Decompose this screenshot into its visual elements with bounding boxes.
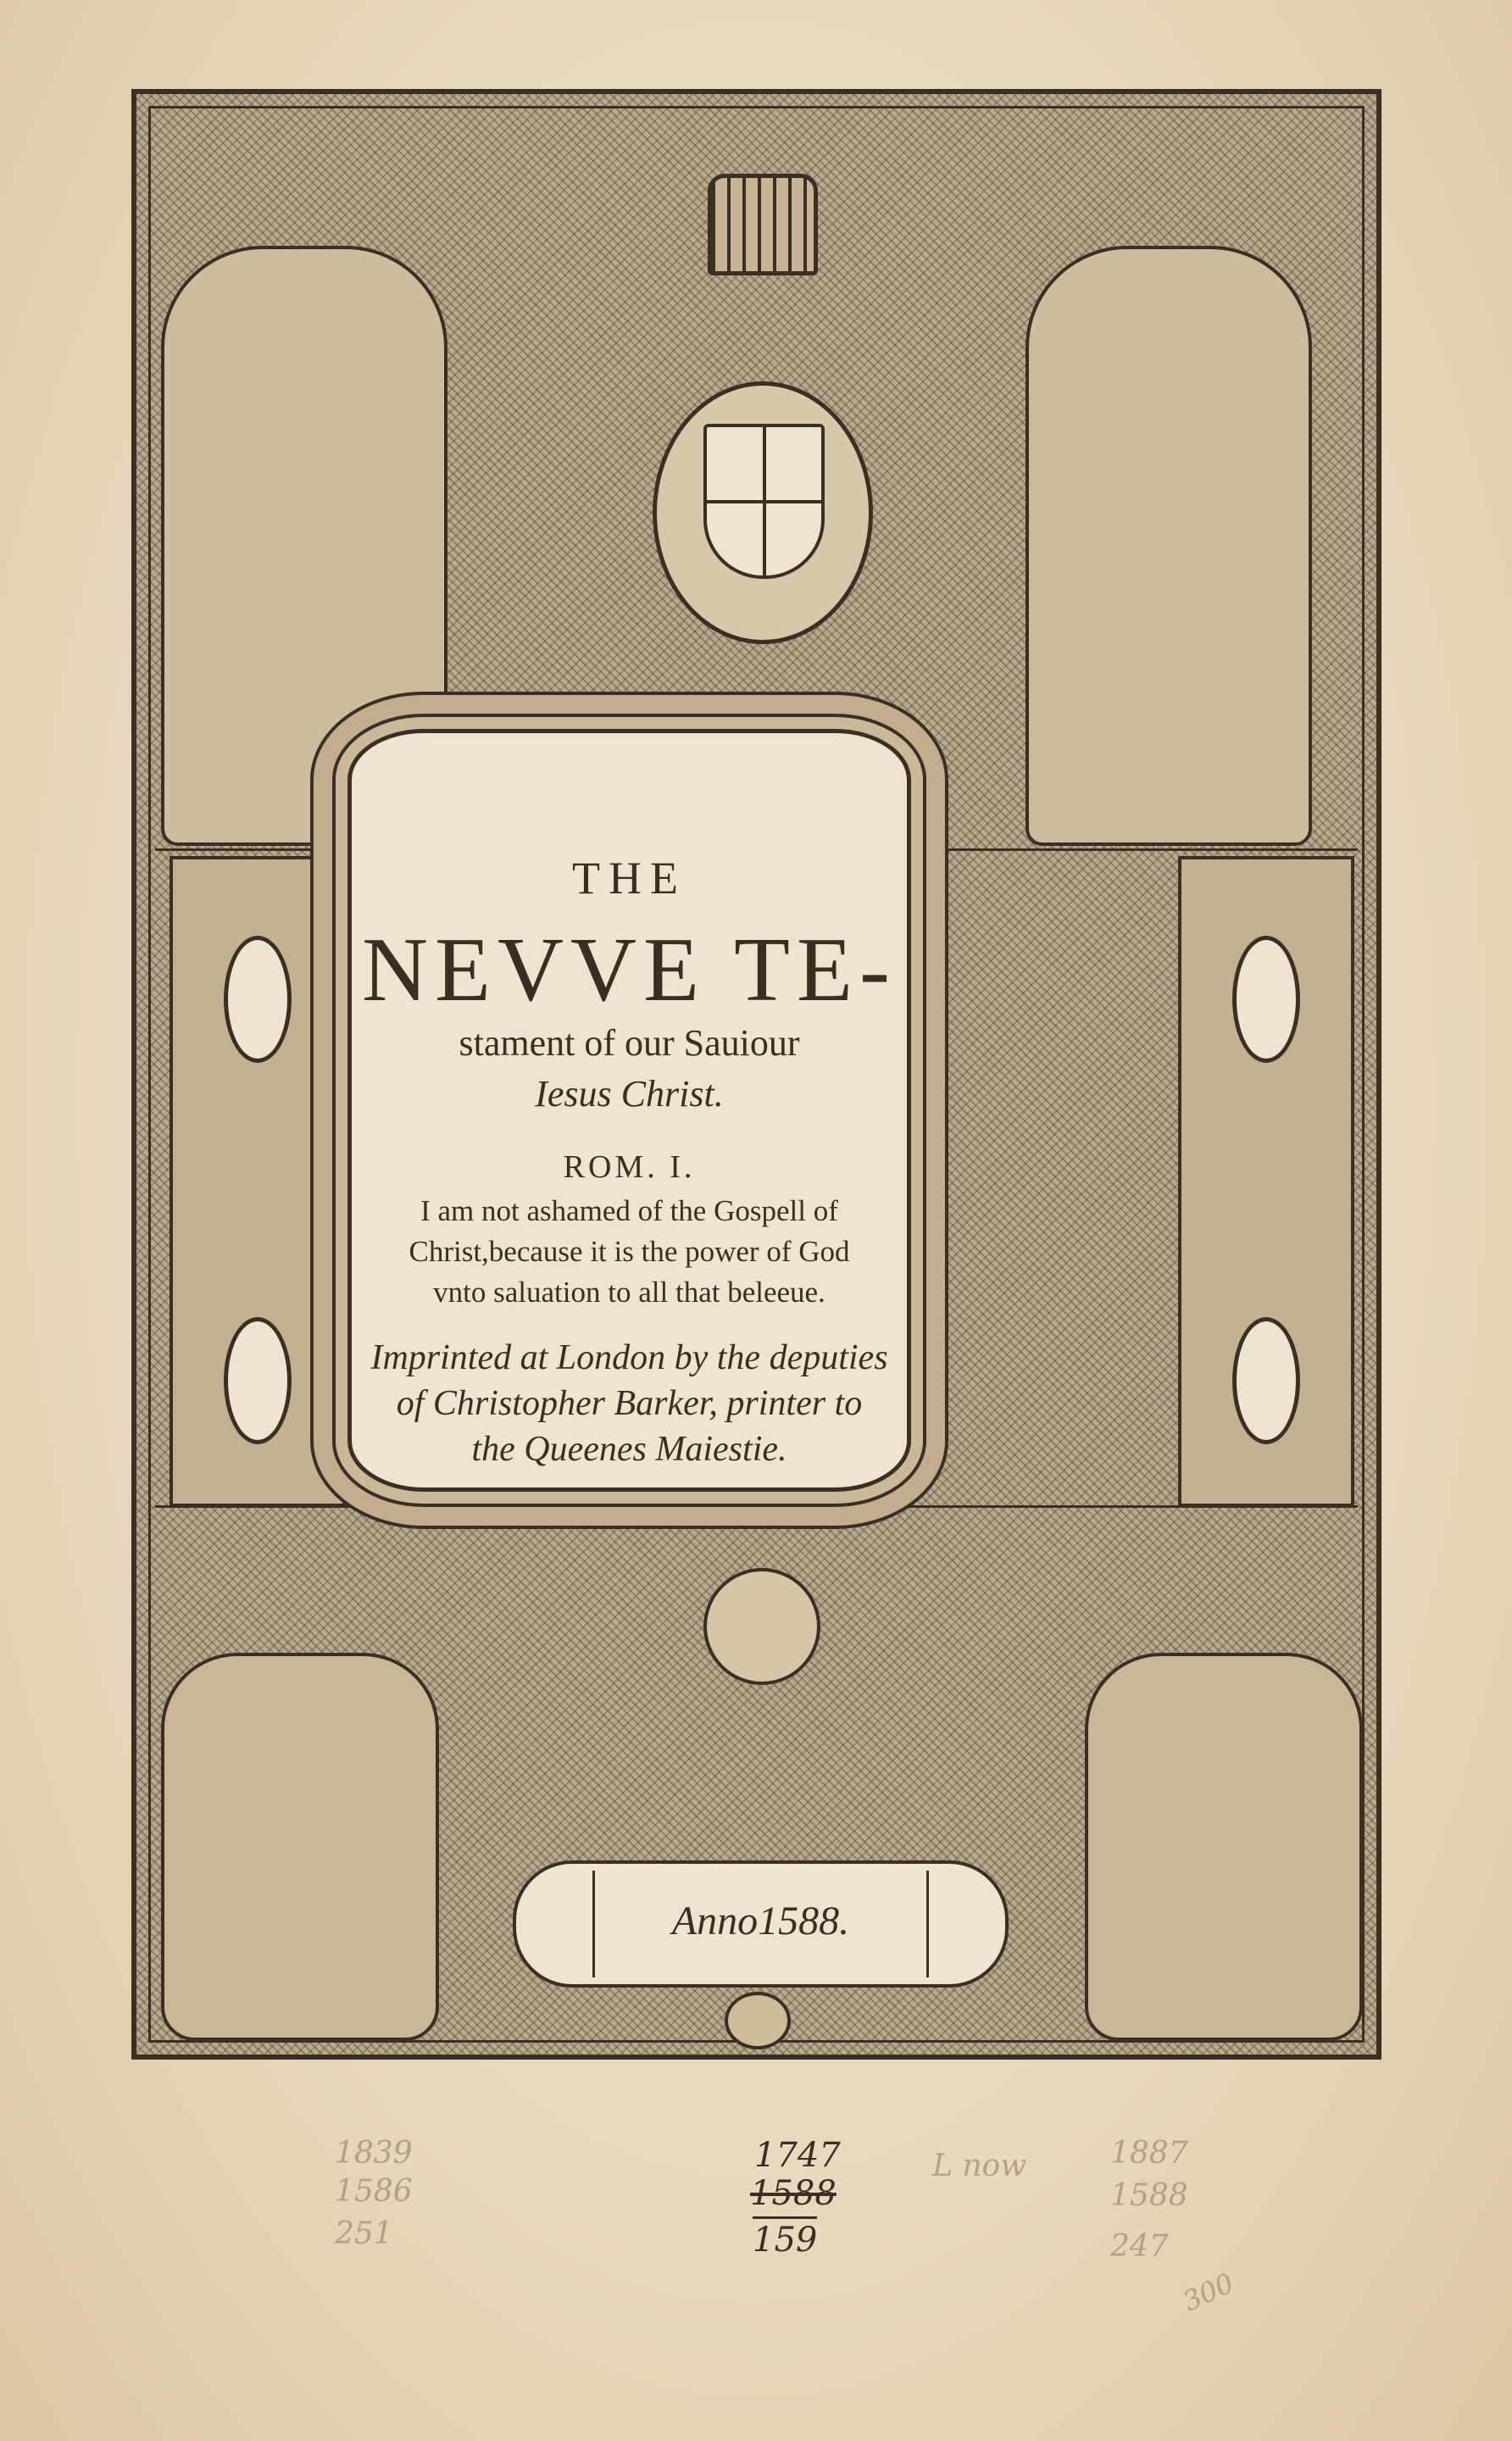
date-panel (513, 1860, 1009, 1988)
lion-supporter (161, 1653, 439, 2041)
printer-device (725, 1992, 791, 2049)
oval-ornament (1232, 936, 1300, 1063)
pencil-note: 251 (335, 2216, 393, 2251)
title-subtitle: stament of our Sauiour (459, 1022, 800, 1064)
dragon-supporter (1085, 1653, 1363, 2041)
ink-note: 159 (753, 2216, 817, 2260)
title-cartouche (347, 729, 911, 1492)
oval-ornament (224, 1317, 292, 1444)
ink-note: 1588 (750, 2174, 837, 2213)
pillar-left (170, 856, 346, 1507)
oval-ornament (224, 936, 292, 1063)
imprint-line: the Queenes Maiestie. (471, 1430, 787, 1469)
imprint-line: of Christopher Barker, printer to (396, 1384, 863, 1423)
pillar-right (1178, 856, 1354, 1507)
imprint-line: Imprinted at London by the deputies (370, 1338, 888, 1377)
oval-ornament (1232, 1317, 1300, 1444)
crown-icon (708, 174, 818, 275)
pencil-note: 247 (1110, 2229, 1169, 2264)
pencil-note: 1887 (1110, 2136, 1188, 2171)
ink-note: 1747 (754, 2136, 841, 2175)
imprint-date: Anno1588. (671, 1899, 850, 1943)
imprint (369, 1335, 890, 1472)
pencil-note: L now (932, 2149, 1027, 2183)
mask-ornament-bottom (703, 1568, 820, 1685)
pencil-note: 300 (1178, 2266, 1239, 2318)
title-iesus: Iesus Christ. (535, 1073, 724, 1115)
pencil-note: 1586 (335, 2174, 413, 2209)
royal-arms (653, 381, 873, 644)
verse-line: Christ,because it is the power of God (409, 1235, 850, 1268)
title-main: NEVVE TE- (362, 920, 897, 1020)
figure-queen (1026, 246, 1312, 846)
pencil-note: 1839 (335, 2136, 413, 2171)
verse-line: vnto saluation to all that beleeue. (433, 1276, 825, 1309)
verse-text (369, 1191, 890, 1313)
shield-icon (703, 424, 825, 579)
title-the: THE (572, 853, 687, 904)
verse-line: I am not ashamed of the Gospell of (420, 1194, 838, 1227)
pencil-note: 1588 (1110, 2178, 1188, 2213)
verse-reference: ROM. I. (563, 1149, 696, 1185)
